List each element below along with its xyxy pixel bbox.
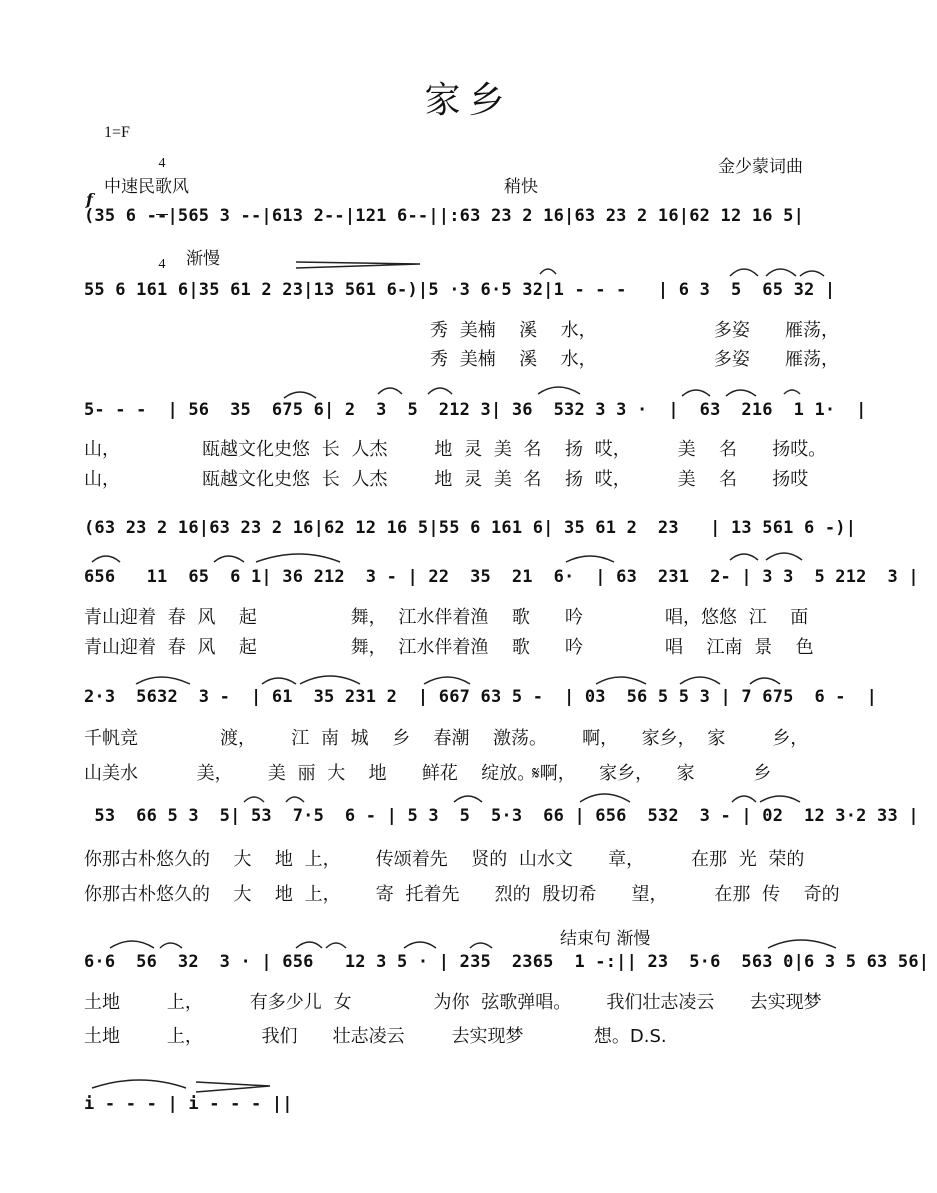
lyric-line-5b: 你那古朴悠久的 大 地 上， 寄 托着先 烈的 殷切希 望， 在那 传 奇的: [84, 884, 840, 905]
lyric-line-2a: 山， 瓯越文化史悠 长 人杰 地 灵 美 名 扬 哎， 美 名 扬哎。: [84, 439, 827, 460]
lyric-line-3b: 青山迎着 春 风 起 舞， 江水伴着渔 歌 吟 唱 江南 景 色: [84, 637, 814, 658]
score-line-4: (63 23 2 16|63 23 2 16|62 12 16 5|55 6 161 6| 35 61 2 23 | 13 561 6 -)|: [84, 518, 857, 538]
score-line-7: 53 66 5 3 5| 53 7·5 6 - | 5 3 5 5·3 66 | 656 532 3 - | 02 12 3·2 33 |: [84, 806, 919, 826]
lyric-line-4b: 山美水 美， 美 丽 大 地 鲜花 绽放。: [84, 763, 536, 784]
lyric-line-5a: 你那古朴悠久的 大 地 上， 传颂着先 贤的 山水文 章， 在那 光 荣的: [84, 849, 805, 870]
key-signature: 1=F: [104, 124, 130, 141]
tempo-mark-ending: 结束句 渐慢: [560, 929, 651, 949]
lyric-line-1b: 秀 美楠 溪 水， 多姿 雁荡，: [430, 349, 839, 370]
score-line-6: 2·3 5632 3 - | 61 35 231 2 | 667 63 5 - | 03 56 5 5 3 | 7 675 6 - |: [84, 687, 878, 707]
score-line-9: i - - - | i - - - ||: [84, 1094, 293, 1114]
lyric-line-3a: 青山迎着 春 风 起 舞， 江水伴着渔 歌 吟 唱，悠悠 江 面: [84, 607, 809, 628]
tempo-mark-style: 中速民歌风: [104, 177, 189, 197]
score-line-2: 55 6 161 6|35 61 2 23|13 561 6-)|5 ·3 6·5 32|1 - - - | 6 3 5 65 32 |: [84, 280, 836, 300]
lyric-line-2b: 山， 瓯越文化史悠 长 人杰 地 灵 美 名 扬 哎， 美 名 扬哎: [84, 469, 809, 490]
lyric-line-1a: 秀 美楠 溪 水， 多姿 雁荡，: [430, 320, 839, 341]
lyric-line-6a: 土地 上， 有多少儿 女 为你 弦歌弹唱。 我们壮志凌云 去实现梦: [84, 992, 822, 1013]
time-sig-top: 4: [158, 156, 166, 171]
song-title: 家乡: [424, 80, 513, 121]
time-sig-bottom: 4: [158, 257, 166, 272]
score-line-5: 656 11 65 6 1| 36 212 3 - | 22 35 21 6· | 63 231 2- | 3 3 5 212 3 |: [84, 567, 919, 587]
dynamic-mark: f: [86, 190, 93, 209]
score-line-1: (35 6 --|565 3 --|613 2--|121 6--||:63 23 2 16|63 23 2 16|62 12 16 5|: [84, 206, 805, 226]
tempo-mark-slower: 渐慢: [186, 249, 220, 269]
score-line-3: 5- - - | 56 35 675 6| 2 3 5 212 3| 36 532 3 3 · | 63 216 1 1· |: [84, 400, 867, 420]
lyric-line-4a: 千帆竞 渡， 江 南 城 乡 春潮 激荡。 啊， 家乡， 家 乡，: [84, 728, 809, 749]
score-line-8: 6·6 56 32 3 · | 656 12 3 5 · | 235 2365 1 -:|| 23 5·6 563 0|6 3 5 63 56|: [84, 952, 930, 972]
lyric-line-6b: 土地 上， 我们 壮志凌云 去实现梦 想。D.S.: [84, 1026, 667, 1047]
lyric-segno-segment: 𝄋啊， 家乡， 家 乡: [532, 763, 772, 784]
tempo-mark-faster: 稍快: [504, 177, 538, 197]
composer-credit: 金少蒙词曲: [718, 157, 803, 177]
